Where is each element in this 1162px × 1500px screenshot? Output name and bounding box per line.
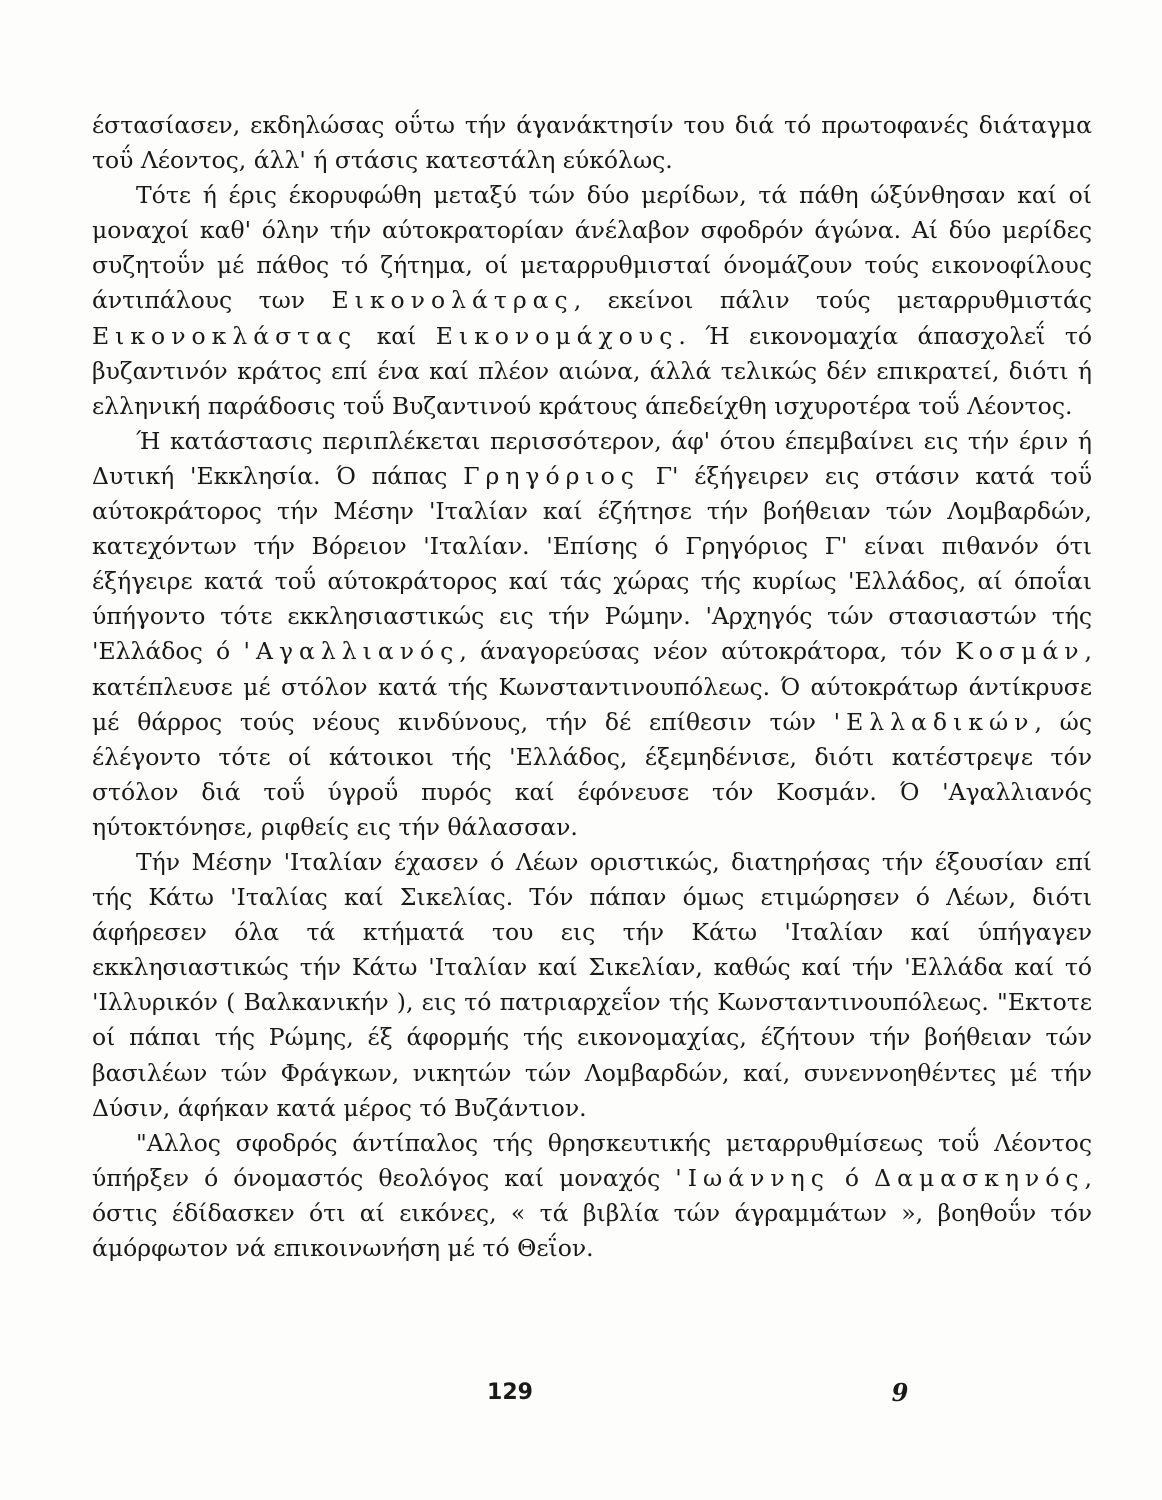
text-run: , κατέπλευσε μέ στόλον κατά τής Κωνσταντινουπόλεως. Ό αύτοκράτωρ άντίκρυσε μέ θάρρος τούς νέους κινδύνους, τήν δέ επίθεσιν τών (92, 637, 1092, 736)
spaced-name: Εικονοκλάστας (92, 321, 358, 350)
spaced-name: Κοσμάν (955, 637, 1085, 666)
text-run: καί (357, 321, 436, 350)
text-run: . Ή εικονομαχία άπασχολεΐ τό βυζαντινόν κράτος επί ένα καί πλέον αιώνα, άλλά τελικώς δέν επικρατεί, διότι ή ελληνική παράδοσις τοΰ Βυζαντινού κράτους άπεδείχθη ισχυροτέρα τοΰ Λέοντος. (92, 321, 1092, 420)
paragraph (92, 1126, 1092, 1266)
text-run: Τότε ή έρις έκορυφώθη μεταξύ τών δύο μερίδων, τά πάθη ώξύνθησαν καί οί μοναχοί καθ' όλην τήν αύτοκρατορίαν άνέλαβον σφοδρόν άγώνα. Αί δύο μερίδες συζητοΰν μέ πάθος τό ζήτημα, οί μεταρρυθμισταί όνομάζουν τούς εικονοφίλους άντιπάλους των (92, 181, 1092, 315)
page-number: 129 (487, 1380, 533, 1405)
text-run: Ή κατάστασις περιπλέκεται περισσότερον, άφ' ότου έπεμβαίνει εις τήν έριν ή Δυτική 'Εκκλησία. Ό πάπας (92, 426, 1092, 490)
spaced-name: 'Ιωάννης (675, 1163, 830, 1192)
spaced-name: 'Αγαλλιανός (243, 637, 460, 666)
paragraph (92, 178, 1092, 424)
paragraph (92, 845, 1092, 1126)
spaced-name: Γρηγόριος (463, 461, 640, 490)
paragraph (92, 424, 1092, 845)
text-run: Τήν Μέσην 'Ιταλίαν έχασεν ό Λέων οριστικώς, διατηρήσας τήν έξουσίαν επί τής Κάτω 'Ιταλίας καί Σικελίας. Τόν πάπαν όμως ετιμώρησεν ό Λέων, διότι άφήρεσεν όλα τά κτήματά του εις τήν Κάτω 'Ιταλίαν καί ύπήγαγεν εκκλησιαστικώς τήν Κάτω 'Ιταλίαν καί Σικελίαν, καθώς καί τήν 'Ελλάδα καί τό 'Ιλλυρικόν ( Βαλκανικήν ), εις τό πατριαρχεΐον τής Κωνσταντινουπόλεως. "Εκτοτε οί πάπαι τής Ρώμης, έξ άφορμής τής εικονομαχίας, έζήτουν τήν βοήθειαν τών βασιλέων τών Φράγκων, νικητών τών Λομβαρδών, καί, συνεννοηθέντες μέ τήν Δύσιν, άφήκαν κατά μέρος τό Βυζάντιον. (92, 847, 1092, 1122)
spaced-name: Εικονολάτρας (331, 286, 574, 315)
signature-mark: 9 (891, 1378, 909, 1407)
text-run: έστασίασεν, εκδηλώσας οΰτω τήν άγανάκτησίν του διά τό πρωτοφανές διάταγμα τοΰ Λέοντος, άλλ' ή στάσις κατεστάλη εύκόλως. (92, 111, 1092, 175)
body-text (92, 108, 1092, 1266)
text-run: ό (829, 1163, 875, 1192)
text-run: , εκείνοι πάλιν τούς μεταρρυθμιστάς (573, 286, 1092, 315)
text-run: , ώς έλέγοντο τότε οί κάτοικοι τής 'Ελλάδος, έξεμηδένισε, διότι κατέστρεψε τόν στόλον διά τοΰ ύγροΰ πυρός καί έφόνευσε τόν Κοσμάν. Ό 'Αγαλλιανός ηύτοκτόνησε, ριφθείς εις τήν θάλασσαν. (92, 707, 1092, 841)
spaced-name: Δαμασκηνός (874, 1163, 1085, 1192)
text-run: , άναγορεύσας νέον αύτοκράτορα, τόν (459, 637, 956, 666)
text-run: "Αλλος σφοδρός άντίπαλος τής θρησκευτικής μεταρρυθμίσεως τοΰ Λέοντος ύπήρξεν ό όνομαστός θεολόγος καί μοναχός (92, 1128, 1092, 1192)
text-run: Γ' έξήγειρεν εις στάσιν κατά τοΰ αύτοκράτορος τήν Μέσην 'Ιταλίαν καί έζήτησε τήν βοήθειαν τών Λομβαρδών, κατεχόντων τήν Βόρειον 'Ιταλίαν. 'Επίσης ό Γρηγόριος Γ' είναι πιθανόν ότι έξήγειρε κατά τοΰ αύτοκράτορος καί τάς χώρας τής κυρίως 'Ελλάδος, αί όποΐαι ύπήγοντο τότε εκκλησιαστικώς εις τήν Ρώμην. 'Αρχηγός τών στασιαστών τής 'Ελλάδος ό (92, 461, 1092, 666)
spaced-name: Εικονομάχους (435, 321, 679, 350)
paragraph (92, 108, 1092, 178)
spaced-name: 'Ελλαδικών (833, 707, 1035, 736)
text-run: , όστις έδίδασκεν ότι αί εικόνες, « τά βιβλία τών άγραμμάτων », βοηθοΰν τόν άμόρφωτον νά επικοινωνήση μέ τό Θεΐον. (92, 1163, 1093, 1262)
